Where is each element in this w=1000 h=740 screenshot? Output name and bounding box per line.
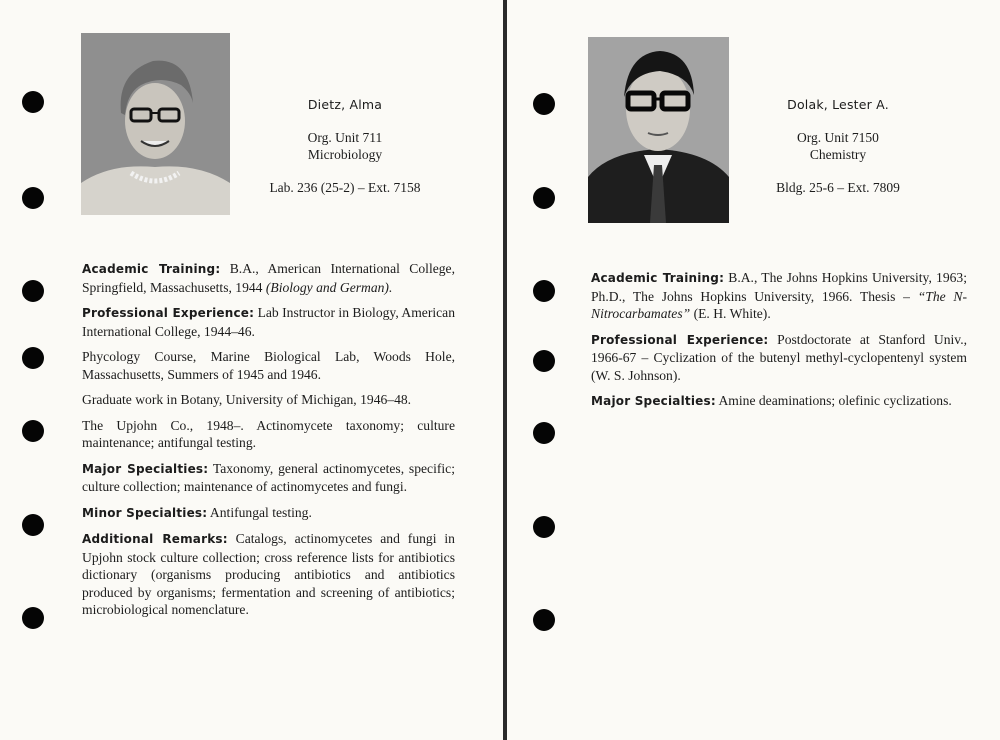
person-header <box>250 96 440 196</box>
binder-hole <box>22 280 44 302</box>
binder-hole <box>533 609 555 631</box>
person-header <box>743 96 933 196</box>
professional-experience: Professional Experience: Lab Instructor in Biology, American International College, 1944–46. <box>82 305 455 339</box>
department: Chemistry <box>809 147 867 162</box>
binder-hole <box>533 350 555 372</box>
graduate-work: Graduate work in Botany, University of Michigan, 1946–48. <box>82 392 412 407</box>
major-specialties: Major Specialties: Taxonomy, general actinomycetes, specific; culture collection; maintenance of actinomycetes and fungi. <box>82 460 455 494</box>
binder-hole <box>22 514 44 536</box>
portrait-photo <box>81 33 230 215</box>
upjohn-employment: The Upjohn Co., 1948–. Actinomycete taxonomy; culture maintenance; antifungal testing. <box>82 417 455 450</box>
additional-remarks: Additional Remarks: Catalogs, actinomycetes and fungi in Upjohn stock culture collection; cross reference lists for antibiotics dictionary (organisms producing antibiotics and antibiotics produced by organisms; fermentation and screening of antibiotics; microbiological nomenclature. <box>82 531 455 617</box>
profile-entries <box>82 260 455 627</box>
minor-specialties: Minor Specialties: Antifungal testing. <box>82 504 312 520</box>
portrait-photo <box>588 37 729 223</box>
binder-hole <box>22 187 44 209</box>
academic-training: Academic Training: B.A., The Johns Hopkins University, 1963; Ph.D., The Johns Hopkins University, 1966. Thesis – “The N-Nitrocarbamates” (E. H. White). <box>591 270 967 321</box>
profile-entries <box>591 269 967 419</box>
binder-hole <box>533 422 555 444</box>
binder-hole <box>22 607 44 629</box>
location-extension: Lab. 236 (25-2) – Ext. 7158 <box>269 180 421 195</box>
major-specialties: Major Specialties: Amine deaminations; olefinic cyclizations. <box>591 393 952 408</box>
binder-hole <box>22 91 44 113</box>
binder-hole <box>533 280 555 302</box>
binder-hole <box>533 93 555 115</box>
academic-training: Academic Training: B.A., American International College, Springfield, Massachusetts, 1944 (Biology and German). <box>82 261 455 295</box>
person-name: Dietz, Alma <box>307 97 383 112</box>
location-extension: Bldg. 25-6 – Ext. 7809 <box>776 180 900 195</box>
binder-hole <box>22 347 44 369</box>
org-unit: Org. Unit 7150 <box>797 130 879 145</box>
phycology-course: Phycology Course, Marine Biological Lab, Woods Hole, Massachusetts, Summers of 1945 and 1946. <box>82 349 455 382</box>
professional-experience: Professional Experience: Postdoctorate at Stanford Univ., 1966-67 – Cyclization of the butenyl methyl-cyclopentenyl system (W. S. Johnson). <box>591 331 967 383</box>
org-unit: Org. Unit 711 <box>307 130 383 145</box>
department: Microbiology <box>307 147 383 162</box>
binder-hole <box>22 420 44 442</box>
person-name: Dolak, Lester A. <box>787 97 889 112</box>
right-page <box>507 0 1000 740</box>
binder-hole <box>533 516 555 538</box>
binder-hole <box>533 187 555 209</box>
